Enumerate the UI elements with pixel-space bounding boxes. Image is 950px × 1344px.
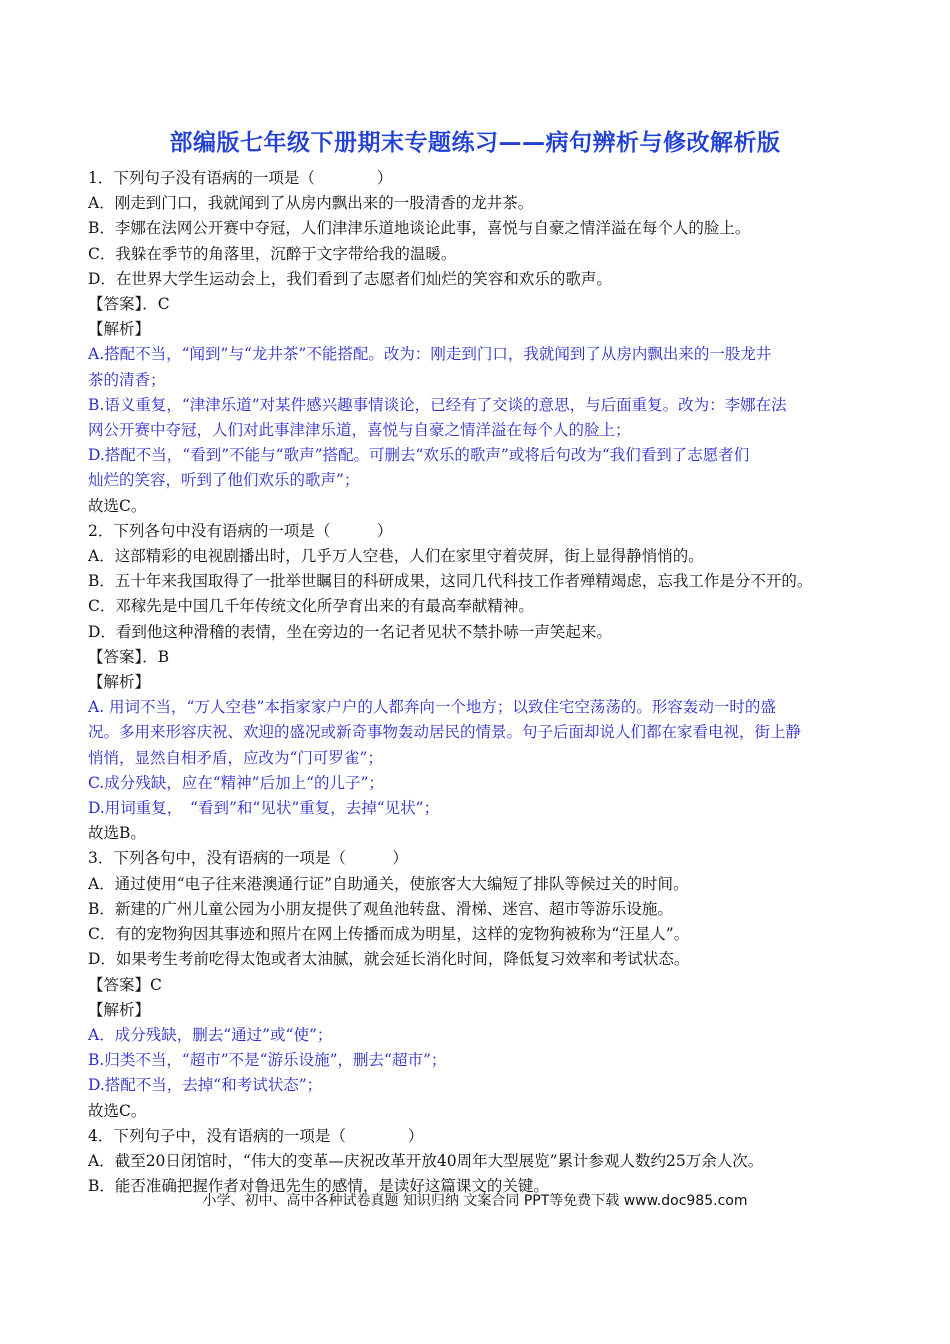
text-line: A．截至20日闭馆时，“伟大的变革—庆祝改革开放40周年大型展览”累计参观人数约25万余人次。 [88,1151,764,1170]
analysis-line: D.搭配不当，去掉“和考试状态”； [88,1076,323,1095]
text-line: 【解析】 [88,673,151,692]
text-line: 2．下列各句中没有语病的一项是（ ） [88,521,393,540]
analysis-line: 悄悄，显然自相矛盾，应改为“门可罗雀”； [88,748,383,767]
document-body [88,166,878,1199]
text-line: 【答案】C [88,975,162,994]
text-line: 故选B。 [88,824,146,843]
text-line: A．通过使用“电子往来港澳通行证”自助通关，使旅客大大编短了排队等候过关的时间。 [88,874,689,893]
text-line: B．五十年来我国取得了一批举世瞩目的科研成果，这同几代科技工作者殚精竭虑，忘我工作是分不开的。 [88,572,813,591]
text-line: 故选C。 [88,496,147,515]
analysis-line: 网公开赛中夺冠，人们对此事津津乐道，喜悦与自豪之情洋溢在每个人的脸上； [88,421,631,440]
analysis-line: A.搭配不当，“闻到”与“龙井茶”不能搭配。改为：刚走到门口，我就闻到了从房内飘出来的一股龙井 [88,345,772,364]
analysis-line: A．成分残缺，删去“通过”或“使”； [88,1025,333,1044]
analysis-line: 况。多用来形容庆祝、欢迎的盛况或新奇事物轰动居民的情景。句子后面却说人们都在家看电视，街上静 [88,723,802,742]
text-line: 4．下列句子中，没有语病的一项是（ ） [88,1126,424,1145]
text-line: 故选C。 [88,1101,147,1120]
text-line: B．能否准确把握作者对鲁迅先生的感情，是读好这篇课文的关键。 [88,1177,549,1196]
text-line: B．李娜在法网公开赛中夺冠，人们津津乐道地谈论此事，喜悦与自豪之情洋溢在每个人的脸上。 [88,219,751,238]
text-line: 3．下列各句中，没有语病的一项是（ ） [88,849,408,868]
text-line: A．刚走到门口，我就闻到了从房内飘出来的一股清香的龙井茶。 [88,194,534,213]
analysis-line: A. 用词不当，“万人空巷”本指家家户户的人都奔向一个地方；以致住宅空荡荡的。形容轰动一时的盛 [88,698,776,717]
text-line: 1．下列句子没有语病的一项是（ ） [88,169,393,187]
analysis-line: D.搭配不当，“看到”不能与“歌声”搭配。可删去“欢乐的歌声”或将后句改为“我们看到了志愿者们 [88,446,750,465]
analysis-line: C.成分残缺，应在“精神”后加上“的儿子”； [88,773,384,792]
analysis-line: D.用词重复， “看到”和“见状”重复，去掉“见状”； [88,799,440,818]
text-line: 【解析】 [88,320,151,339]
analysis-line: 茶的清香； [88,370,166,389]
text-line: B．新建的广州儿童公园为小朋友提供了观鱼池转盘、滑梯、迷宫、超市等游乐设施。 [88,899,673,918]
page-footer: 小学、初中、高中各种试卷真题 知识归纳 文案合同 PPT等免费下载 www.doc985.com [202,1193,748,1209]
text-line: C．邓稼先是中国几千年传统文化所孕育出来的有最高奉献精神。 [88,597,534,616]
analysis-line: 灿烂的笑容，听到了他们欢乐的歌声”； [88,471,360,490]
text-line: C．有的宠物狗因其事迹和照片在网上传播而成为明星，这样的宠物狗被称为“汪星人”。 [88,925,690,944]
text-line: D．看到他这种滑稽的表情，坐在旁边的一名记者见状不禁扑哧一声笑起来。 [88,622,612,641]
analysis-line: B.归类不当，“超市”不是“游乐设施”，删去“超市”； [88,1051,447,1070]
text-line: 【答案】．C [88,295,170,314]
text-line: C．我躲在季节的角落里，沉醉于文字带给我的温暖。 [88,244,457,263]
text-line: A．这部精彩的电视剧播出时，几乎万人空巷，人们在家里守着荧屏，街上显得静悄悄的。 [88,547,704,566]
text-line: D．如果考生考前吃得太饱或者太油腻，就会延长消化时间，降低复习效率和考试状态。 [88,950,690,969]
text-line: 【答案】．B [88,647,170,666]
text-line: D．在世界大学生运动会上，我们看到了志愿者们灿烂的笑容和欢乐的歌声。 [88,269,612,288]
text-line: 【解析】 [88,1000,151,1019]
document-title: 部编版七年级下册期末专题练习——病句辨析与修改解析版 [169,130,781,156]
analysis-line: B.语义重复，“津津乐道”对某件感兴趣事情谈论，已经有了交谈的意思，与后面重复。改为：李娜在法 [88,395,787,414]
